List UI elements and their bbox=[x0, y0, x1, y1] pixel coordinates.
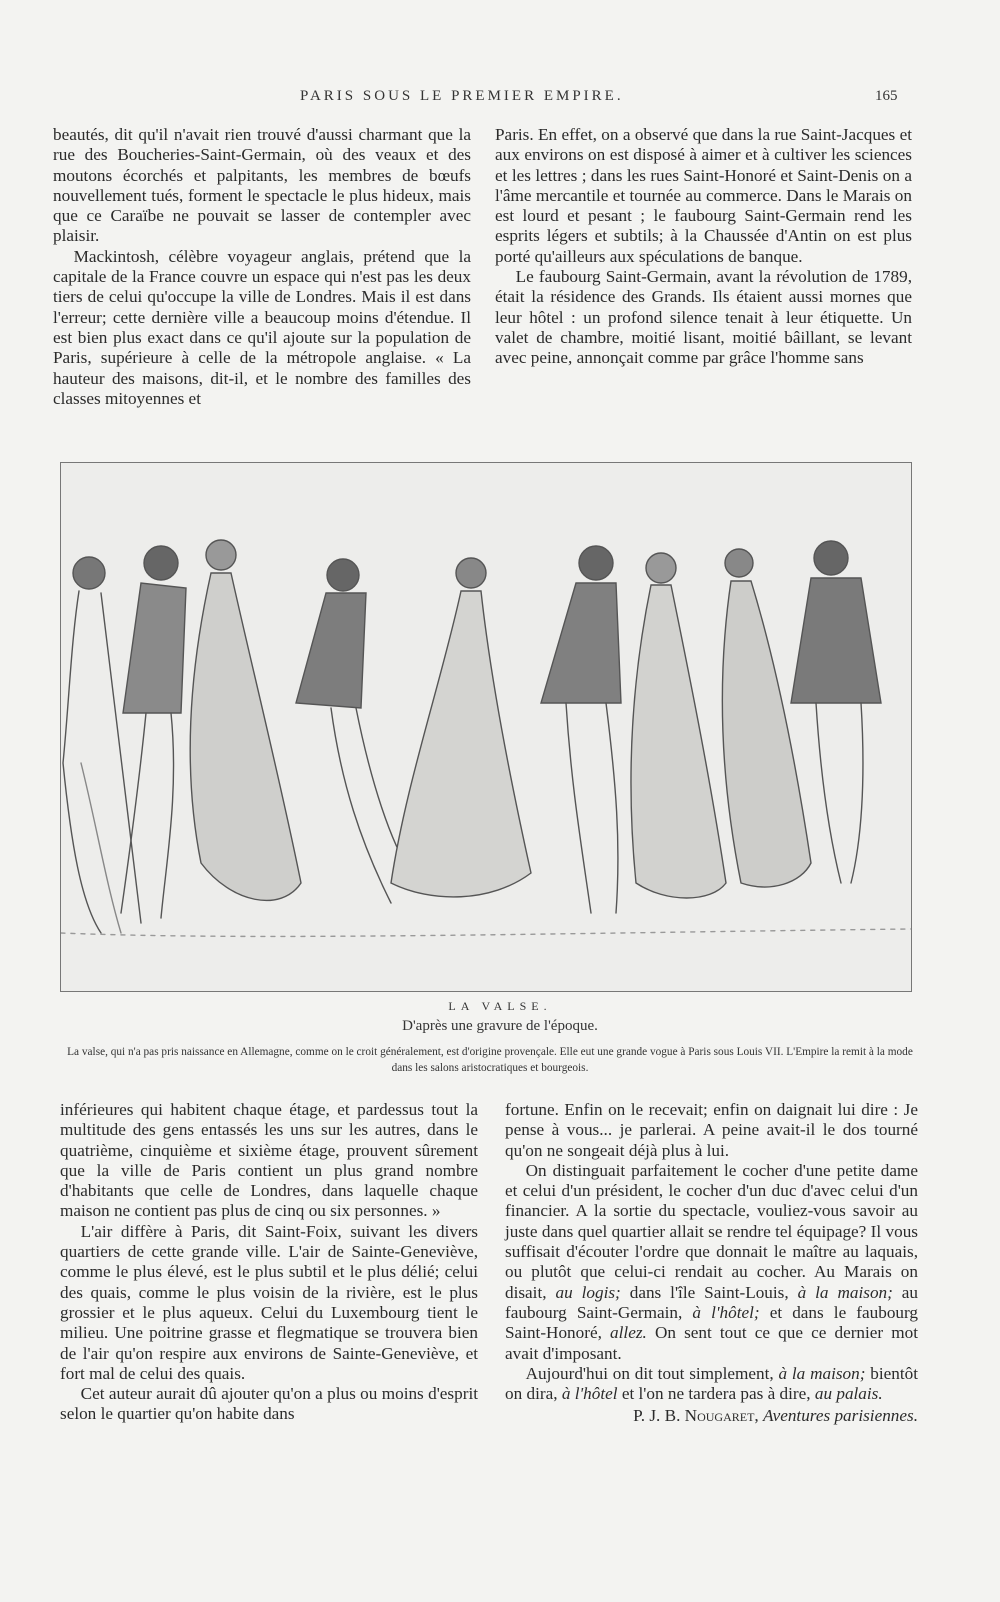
text-column-bottom-right bbox=[505, 1100, 918, 1427]
engraving-illustration bbox=[60, 462, 912, 992]
text-run: bientôt on dira, bbox=[505, 1363, 918, 1404]
italic-text: au palais. bbox=[814, 1384, 883, 1404]
paragraph: L'air diffère à Paris, dit Saint-Foix, suivant les divers quartiers de cette grande ville. L'air de Sainte-Geneviève, comme le plus élevé, est le plus subtil et le plus délié; celui des quais, comme le plus voisin de la rivière, est le plus grossier et le plus aqueux. Celui du Luxembourg tient le milieu. Une poitrine grasse et flegmatique se trouvera bien de l'air qu'on respire aux environs de Sainte-Geneviève, et fort mal de celui des quais. bbox=[60, 1221, 478, 1383]
dancer-figure bbox=[121, 546, 186, 918]
italic-text: à la maison; bbox=[797, 1282, 893, 1302]
paragraph: Paris. En effet, on a observé que dans la rue Saint-Jacques et aux environs on est disposé à aimer et à cultiver les sciences et les lettres ; dans les rues Saint-Honoré et Saint-Denis on a l'âme mercantile et tournée au commerce. Dans le Marais on est lourd et pesant ; le faubourg Saint-Germain rend les esprits légers et subtils; à la Chaussée d'Antin on est plus porté qu'ailleurs aux spéculations de banque. bbox=[495, 125, 912, 266]
dancer-figure bbox=[63, 557, 141, 933]
paragraph: Le faubourg Saint-Germain, avant la révolution de 1789, était la résidence des Grands. Ils étaient aussi mornes que leur hôtel : un profond silence tenait à leur étiquette. Un valet de chambre, moitié lisant, moitié bâillant, se levant avec peine, annonçait comme par grâce l'homme sans bbox=[495, 267, 912, 368]
work-title: Aventures parisiennes. bbox=[763, 1406, 918, 1426]
author-name: Nougaret, bbox=[684, 1406, 759, 1426]
paragraph bbox=[505, 1161, 918, 1364]
text-run: On sent tout ce que ce dernier mot avait d'imposant. bbox=[505, 1323, 919, 1363]
dancer-figure bbox=[296, 559, 411, 903]
paragraph: Cet auteur aurait dû ajouter qu'on a plus ou moins d'esprit selon le quartier qu'on habite dans bbox=[60, 1384, 478, 1424]
italic-text: à la maison; bbox=[778, 1363, 866, 1383]
paragraph: fortune. Enfin on le recevait; enfin on daignait lui dire : Je pense à vous... je parlerai. A peine avait-il le dos tourné qu'on ne songeait déjà plus à lui. bbox=[505, 1100, 918, 1160]
text-run: Aujourd'hui on dit tout simplement, bbox=[525, 1363, 774, 1383]
dancer-figure bbox=[391, 558, 531, 897]
text-run: dans l'île Saint-Louis, bbox=[620, 1282, 789, 1302]
dancers-engraving bbox=[61, 463, 911, 991]
paragraph bbox=[505, 1364, 918, 1405]
attribution bbox=[505, 1406, 918, 1426]
figure-title: LA VALSE. bbox=[448, 999, 552, 1013]
text-column-top-left bbox=[53, 125, 471, 409]
figure-subtitle: D'après une gravure de l'époque. bbox=[402, 1018, 598, 1034]
paragraph: inférieures qui habitent chaque étage, et pardessus tout la multitude des gens entassés les uns sur les autres, dans le quatrième, cinquième et sixième étage, prouvent sûrement que la ville de Paris contient un plus grand nombre d'habitants que celle de Londres, dans laquelle chaque maison ne contient pas plus de cinq ou six personnes. » bbox=[60, 1100, 478, 1221]
text-run: et l'on ne tardera pas à dire, bbox=[617, 1384, 811, 1404]
running-head bbox=[0, 88, 1000, 112]
paragraph: beautés, dit qu'il n'avait rien trouvé d'aussi charmant que la rue des Boucheries-Saint-Germain, où des veaux et des moutons écorchés et palpitants, les membres de bœufs nouvellement tués, forment le spectacle le plus hideux, mais que ce Caraïbe ne pouvait se lasser de contempler avec plaisir. bbox=[53, 125, 471, 246]
text-run: au faubourg Saint-Germain, bbox=[505, 1282, 919, 1322]
italic-text: allez. bbox=[610, 1323, 647, 1343]
text-column-top-right bbox=[495, 125, 912, 369]
dancer-figure bbox=[190, 540, 301, 900]
page-number: 165 bbox=[875, 88, 898, 104]
dancer-figure bbox=[541, 546, 621, 913]
text-run: On distinguait parfaitement le cocher d'une petite dame et celui d'un président, le cocher d'un duc d'avec celui d'un financier. A la sortie du spectacle, vouliez-vous savoir au juste dans quel quartier allait se rendre tel équipage? Il vous suffisait d'écouter l'ordre que donnait le maître au laquais, ou plutôt que celui-ci rendait au cocher. Au Marais on disait, bbox=[505, 1160, 918, 1302]
figure-caption: La valse, qui n'a pas pris naissance en Allemagne, comme on le croit généralement, est d'origine provençale. Elle eut une grande vogue à Paris sous Louis VII. L'Empire la remit à la mode dans les salons aristocratiques et bourgeois. bbox=[67, 1046, 913, 1074]
italic-text: au logis; bbox=[555, 1282, 621, 1302]
text-run: et dans le faubourg Saint-Honoré, bbox=[505, 1302, 919, 1343]
running-title: PARIS SOUS LE PREMIER EMPIRE. bbox=[300, 88, 624, 104]
italic-text: à l'hôtel bbox=[561, 1384, 618, 1404]
dancer-figure bbox=[631, 553, 726, 898]
italic-text: à l'hôtel; bbox=[692, 1302, 760, 1322]
author-initials: P. J. B. bbox=[633, 1406, 681, 1426]
text-column-bottom-left bbox=[60, 1100, 478, 1425]
dancer-figure bbox=[722, 549, 811, 887]
paragraph: Mackintosh, célèbre voyageur anglais, prétend que la capitale de la France couvre un espace qui n'est pas les deux tiers de celui qu'occupe la ville de Londres. Mais il est dans l'erreur; cette dernière ville a beaucoup moins d'étendue. Il est bien plus exact dans ce qu'il ajoute sur la population de Paris, supérieure à celle de la métropole anglaise. « La hauteur des maisons, dit-il, et le nombre des familles des classes mitoyennes et bbox=[53, 246, 471, 408]
